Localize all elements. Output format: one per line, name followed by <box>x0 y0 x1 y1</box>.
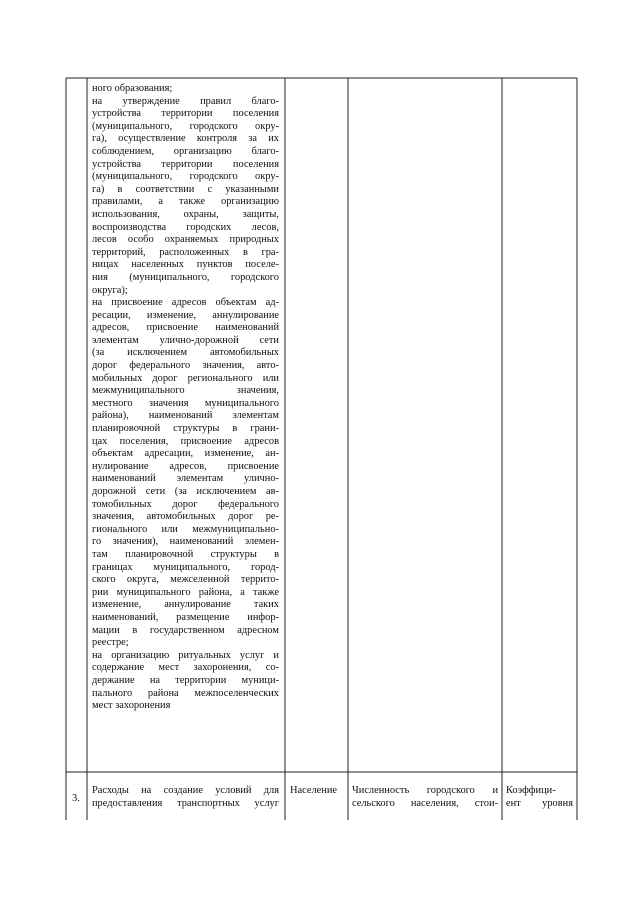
text-line: ницах населенных пунктов поселе- <box>92 259 279 271</box>
text-line: дорожной сети (за исключением ав- <box>92 486 279 497</box>
text-line: ного образования; <box>92 83 173 94</box>
text-line: территорий, расположенных в гра- <box>92 246 279 258</box>
text-line: на утверждение правил благо- <box>92 95 279 107</box>
text-line: мобильных дорог регионального или <box>92 372 279 384</box>
text-line: ния (муниципального, городского <box>92 271 279 283</box>
text-line: наименований элементам улично- <box>92 473 279 485</box>
text-line: объектам адресации, изменение, ан- <box>92 448 279 460</box>
text-line: межмуниципального значения, <box>92 385 279 397</box>
text-line: цах поселения, присвоение адресов <box>92 435 279 447</box>
text-line: ресации, изменение, аннулирование <box>92 309 279 321</box>
text-line: ент уровня <box>506 797 573 809</box>
text-line: дорог федерального значения, авто- <box>92 360 279 372</box>
text-line: воспроизводства городских лесов, <box>92 221 279 233</box>
text-line: (за исключением автомобильных <box>92 347 279 359</box>
text-line: элементам улично-дорожной сети <box>92 334 279 346</box>
text-line: содержание мест захоронения, со- <box>92 662 279 674</box>
text-line: томобильных дорог федерального <box>92 498 279 510</box>
row3-indicator-cell <box>290 785 346 798</box>
row-number: 3. <box>72 793 80 804</box>
description-continuation-cell <box>92 83 279 713</box>
text-line: там планировочной структуры в <box>92 548 279 560</box>
text-line: использования, охраны, защиты, <box>92 208 279 220</box>
text-line: рии муниципального района, а также <box>92 586 279 598</box>
text-line: реестре; <box>92 637 129 649</box>
text-line: (муниципального, городского окру- <box>92 120 279 132</box>
row3-coefficient-cell <box>506 785 573 810</box>
indicator-text: Население <box>290 785 337 796</box>
text-line: адресов, присвоение наименований <box>92 322 279 334</box>
text-line: округа); <box>92 284 128 296</box>
text-line: га) в соответствии с указанными <box>92 183 279 195</box>
text-line: местного значения муниципального <box>92 397 279 409</box>
row3-description-cell <box>92 785 279 810</box>
text-line: на присвоение адресов объектам ад- <box>92 297 279 309</box>
row3-calculation-cell <box>352 785 498 810</box>
text-line: правилами, а также организацию <box>92 196 279 208</box>
text-line: изменение, аннулирование таких <box>92 599 279 611</box>
text-line: сельского населения, стои- <box>352 797 498 809</box>
text-line: лесов особо охраняемых природных <box>92 234 279 246</box>
text-line: соблюдением, организацию благо- <box>92 145 279 157</box>
text-line: Расходы на создание условий для <box>92 785 279 796</box>
text-line: пального района межпоселенческих <box>92 687 279 699</box>
text-line: ского округа, межселенной террито- <box>92 574 279 586</box>
text-line: планировочной структуры в грани- <box>92 423 279 435</box>
text-line: на организацию ритуальных услуг и <box>92 649 279 661</box>
text-line: границах муниципального, город- <box>92 561 279 573</box>
text-line: гионального или межмуниципально- <box>92 523 279 535</box>
text-line: района), наименований элементам <box>92 410 279 422</box>
text-line: значения, автомобильных дорог ре- <box>92 511 279 523</box>
text-line: нулирование адресов, присвоение <box>92 460 279 472</box>
text-line: держание на территории муници- <box>92 674 279 686</box>
text-line: Коэффици- <box>506 785 556 796</box>
text-line: Численность городского и <box>352 785 498 796</box>
text-line: го значения), наименований элемен- <box>92 536 279 548</box>
text-line: (муниципального, городского окру- <box>92 171 279 183</box>
text-line: предоставления транспортных услуг <box>92 797 279 809</box>
text-line: наименований, размещение инфор- <box>92 611 279 623</box>
text-line: га), осуществление контроля за их <box>92 133 279 145</box>
text-line: устройства территории поселения <box>92 108 279 120</box>
text-line: устройства территории поселения <box>92 158 279 170</box>
text-line: мации в государственном адресном <box>92 624 279 636</box>
row-number-cell <box>72 793 84 806</box>
text-line: мест захоронения <box>92 700 171 712</box>
